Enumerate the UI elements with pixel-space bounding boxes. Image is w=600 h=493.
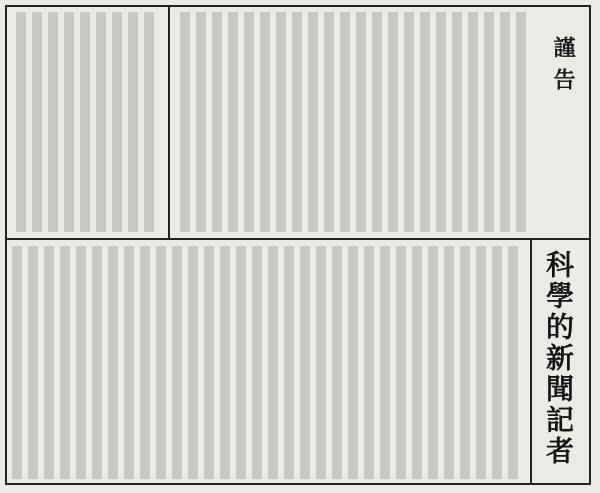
article-heading: 科學的新聞記者 — [542, 250, 575, 467]
text-line-placeholder — [140, 246, 150, 479]
text-line-placeholder — [444, 246, 454, 479]
notice-body-placeholder — [176, 12, 532, 232]
text-line-placeholder — [128, 12, 138, 232]
text-line-placeholder — [156, 246, 166, 479]
text-line-placeholder — [228, 12, 238, 232]
text-line-placeholder — [396, 246, 406, 479]
publisher-info-placeholder — [10, 12, 160, 232]
text-line-placeholder — [308, 12, 318, 232]
text-line-placeholder — [324, 12, 334, 232]
text-line-placeholder — [80, 12, 90, 232]
text-line-placeholder — [508, 246, 518, 479]
text-line-placeholder — [476, 246, 486, 479]
text-line-placeholder — [48, 12, 58, 232]
text-line-placeholder — [404, 12, 414, 232]
publisher-notice-divider — [168, 7, 170, 238]
text-line-placeholder — [460, 246, 470, 479]
text-line-placeholder — [32, 12, 42, 232]
text-line-placeholder — [300, 246, 310, 479]
text-line-placeholder — [484, 12, 494, 232]
article-body-placeholder — [10, 246, 524, 479]
text-line-placeholder — [76, 246, 86, 479]
text-line-placeholder — [212, 12, 222, 232]
text-line-placeholder — [316, 246, 326, 479]
text-line-placeholder — [44, 246, 54, 479]
text-line-placeholder — [16, 12, 26, 232]
text-line-placeholder — [112, 12, 122, 232]
text-line-placeholder — [180, 12, 190, 232]
text-line-placeholder — [412, 246, 422, 479]
text-line-placeholder — [500, 12, 510, 232]
text-line-placeholder — [92, 246, 102, 479]
text-line-placeholder — [468, 12, 478, 232]
text-line-placeholder — [364, 246, 374, 479]
text-line-placeholder — [28, 246, 38, 479]
text-line-placeholder — [252, 246, 262, 479]
text-line-placeholder — [204, 246, 214, 479]
text-line-placeholder — [268, 246, 278, 479]
text-line-placeholder — [144, 12, 154, 232]
text-line-placeholder — [196, 12, 206, 232]
text-line-placeholder — [236, 246, 246, 479]
text-line-placeholder — [332, 246, 342, 479]
text-line-placeholder — [388, 12, 398, 232]
text-line-placeholder — [60, 246, 70, 479]
text-line-placeholder — [260, 12, 270, 232]
text-line-placeholder — [428, 246, 438, 479]
text-line-placeholder — [108, 246, 118, 479]
text-line-placeholder — [340, 12, 350, 232]
text-line-placeholder — [516, 12, 526, 232]
notice-heading: 謹告 — [550, 36, 576, 100]
text-line-placeholder — [284, 246, 294, 479]
text-line-placeholder — [96, 12, 106, 232]
text-line-placeholder — [276, 12, 286, 232]
headline-column-divider — [530, 240, 532, 485]
text-line-placeholder — [172, 246, 182, 479]
text-line-placeholder — [292, 12, 302, 232]
text-line-placeholder — [12, 246, 22, 479]
text-line-placeholder — [124, 246, 134, 479]
text-line-placeholder — [244, 12, 254, 232]
text-line-placeholder — [492, 246, 502, 479]
text-line-placeholder — [348, 246, 358, 479]
text-line-placeholder — [64, 12, 74, 232]
text-line-placeholder — [380, 246, 390, 479]
text-line-placeholder — [372, 12, 382, 232]
text-line-placeholder — [220, 246, 230, 479]
text-line-placeholder — [188, 246, 198, 479]
text-line-placeholder — [452, 12, 462, 232]
text-line-placeholder — [436, 12, 446, 232]
text-line-placeholder — [356, 12, 366, 232]
text-line-placeholder — [420, 12, 430, 232]
section-divider — [5, 238, 591, 240]
